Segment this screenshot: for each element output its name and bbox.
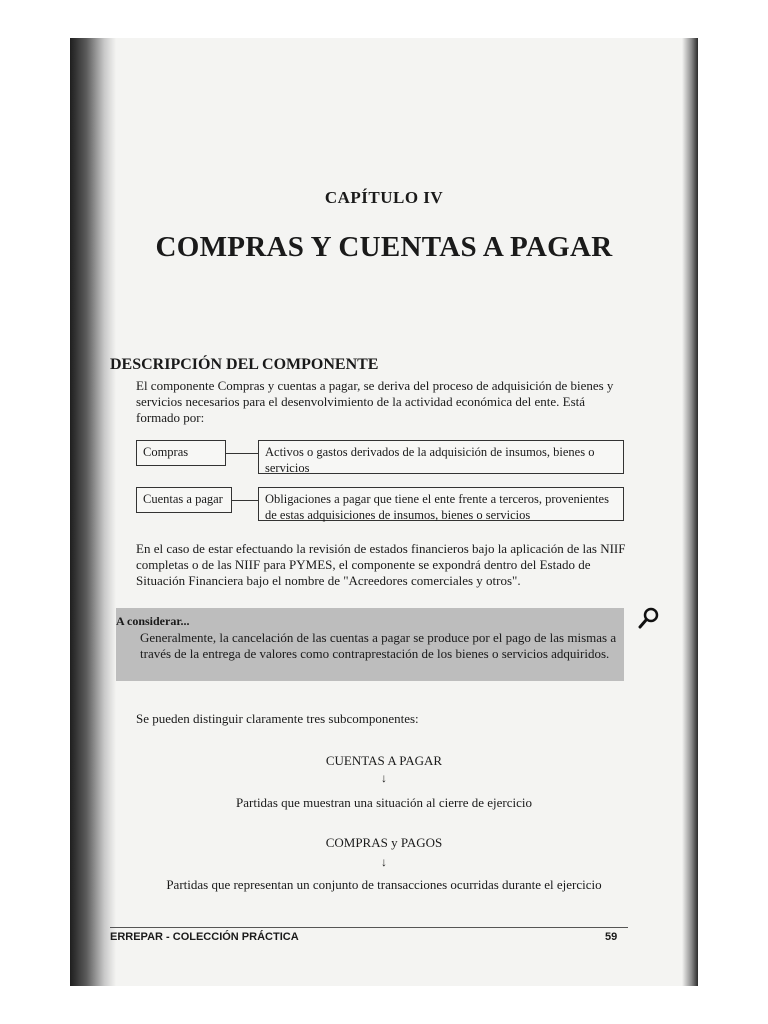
down-arrow-icon: ↓ — [381, 771, 387, 785]
subcomponent-name: COMPRAS y PAGOS — [325, 835, 443, 850]
component-label-compras: Compras — [136, 440, 226, 466]
subcomponent-description: Partidas que muestran una situación al cierre de ejercicio — [236, 795, 532, 810]
note-text: Generalmente, la cancelación de las cuentas a pagar se produce por el pago de las mismas a través de la entrega de valores como contraprestación de los bienes o servicios adquiridos. — [140, 630, 617, 661]
scanned-page — [70, 38, 698, 986]
intro-paragraph: El componente Compras y cuentas a pagar, se deriva del proceso de adquisición de bienes y servicios necesarios para el desenvolvimiento de la actividad económica del ente. Está formado por: — [136, 378, 614, 425]
chapter-label: CAPÍTULO IV — [324, 188, 444, 207]
component-label-cuentas: Cuentas a pagar — [136, 487, 232, 513]
section-heading: DESCRIPCIÓN DEL COMPONENTE — [110, 356, 379, 373]
subcomponents-intro: Se pueden distinguir claramente tres subcomponentes: — [136, 711, 419, 726]
subcomponent-description: Partidas que representan un conjunto de transacciones ocurridas durante el ejercicio — [166, 877, 602, 892]
niif-paragraph: En el caso de estar efectuando la revisión de estados financieros bajo la aplicación de las NIIF completas o de las NIIF para PYMES, el componente se expondrá dentro del Estado de Situación Financiera bajo el nombre de "Acreedores comerciales y otros". — [136, 541, 626, 588]
footer-rule — [110, 927, 628, 928]
note-title: A considerar... — [116, 614, 190, 628]
component-description-cuentas: Obligaciones a pagar que tiene el ente frente a terceros, provenientes de estas adquisiciones de insumos, bienes o servicios — [258, 487, 624, 521]
magnifier-icon — [638, 606, 660, 630]
down-arrow-icon: ↓ — [381, 855, 387, 869]
component-description-compras: Activos o gastos derivados de la adquisición de insumos, bienes o servicios — [258, 440, 624, 474]
page-number: 59 — [605, 931, 618, 943]
chapter-title: COMPRAS Y CUENTAS A PAGAR — [155, 231, 613, 263]
connector-line — [232, 500, 258, 501]
connector-line — [226, 453, 258, 454]
subcomponent-name: CUENTAS A PAGAR — [325, 753, 443, 768]
footer-publisher: ERREPAR - COLECCIÓN PRÁCTICA — [110, 931, 299, 943]
